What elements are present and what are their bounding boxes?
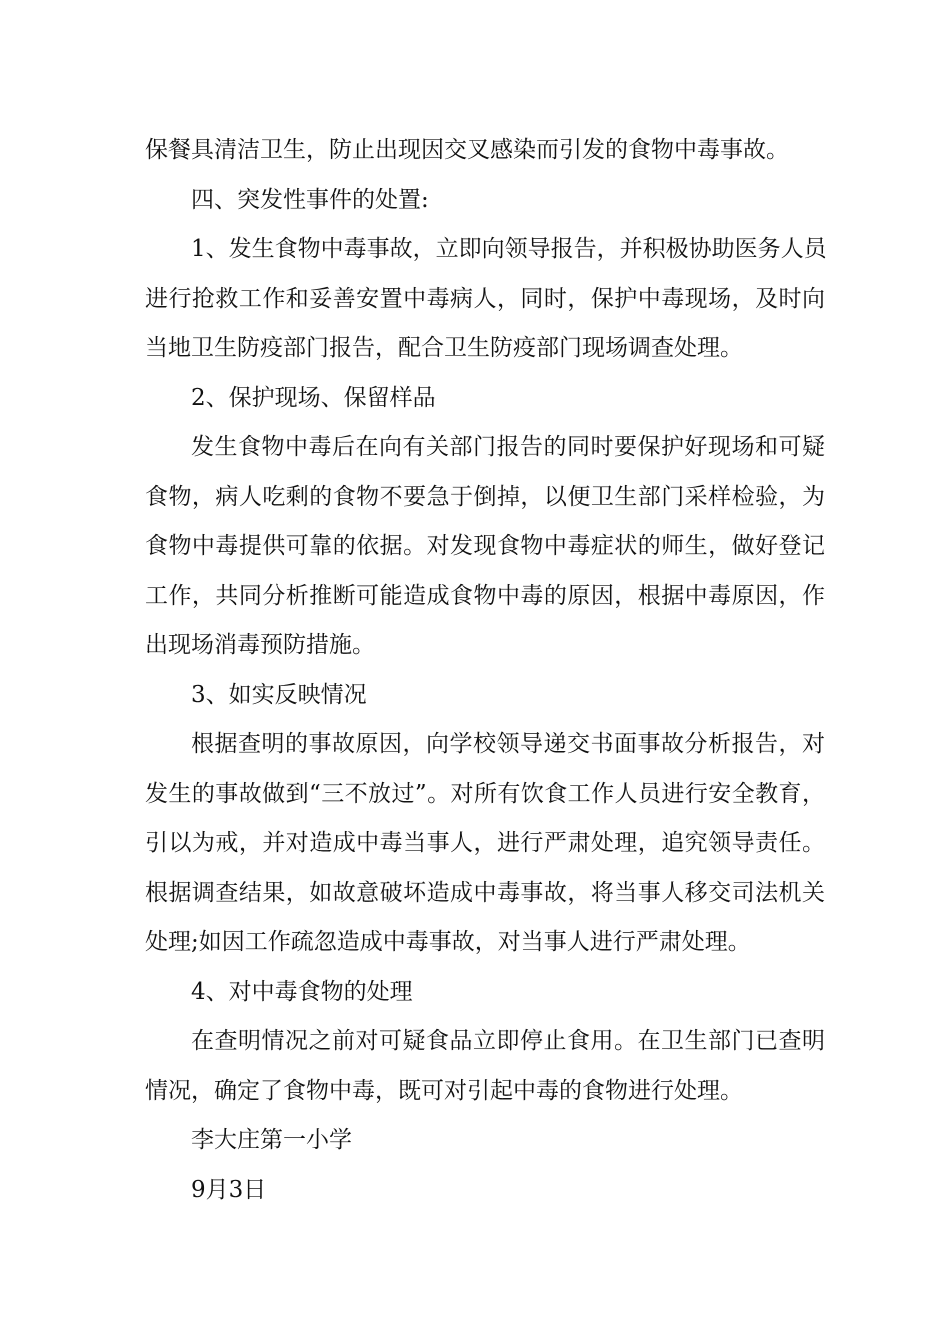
text-line: 保餐具清洁卫生，防止出现因交叉感染而引发的食物中毒事故。 [145,137,789,163]
text-line: 发生食物中毒后在向有关部门报告的同时要保护好现场和可疑 [191,434,825,460]
subsection-heading: 3、如实反映情况 [191,681,367,708]
document-body [145,126,825,1215]
signature-date: 9月3日 [191,1176,267,1203]
text-line: 1、发生食物中毒事故，立即向领导报告，并积极协助医务人员 [191,236,827,262]
text-line: 发生的事故做到“三不放过”。对所有饮食工作人员进行安全教育， [145,780,825,807]
text-line: 根据调查结果，如故意破坏造成中毒事故，将当事人移交司法机关 [145,879,825,906]
text-line: 根据查明的事故原因，向学校领导递交书面事故分析报告，对 [191,731,825,757]
text-line: 食物，病人吃剩的食物不要急于倒掉，以便卫生部门采样检验，为 [145,483,825,510]
section-heading: 四、突发性事件的处置: [191,186,429,213]
text-line: 处理;如因工作疏忽造成中毒事故，对当事人进行严肃处理。 [145,929,751,955]
text-line: 情况，确定了食物中毒，既可对引起中毒的食物进行处理。 [145,1077,743,1104]
text-line: 出现场消毒预防措施。 [145,632,375,658]
subsection-heading: 4、对中毒食物的处理 [191,978,413,1005]
text-line: 在查明情况之前对可疑食品立即停止食用。在卫生部门已查明 [191,1028,825,1054]
text-line: 工作，共同分析推断可能造成食物中毒的原因，根据中毒原因，作 [145,582,825,609]
subsection-heading: 2、保护现场、保留样品 [191,384,436,411]
text-line: 食物中毒提供可靠的依据。对发现食物中毒症状的师生，做好登记 [145,533,825,559]
text-line: 进行抢救工作和妥善安置中毒病人，同时，保护中毒现场，及时向 [145,285,825,312]
signature-organization: 李大庄第一小学 [191,1127,352,1153]
text-line: 引以为戒，并对造成中毒当事人，进行严肃处理，追究领导责任。 [145,830,825,856]
text-line: 当地卫生防疫部门报告，配合卫生防疫部门现场调查处理。 [145,335,743,361]
